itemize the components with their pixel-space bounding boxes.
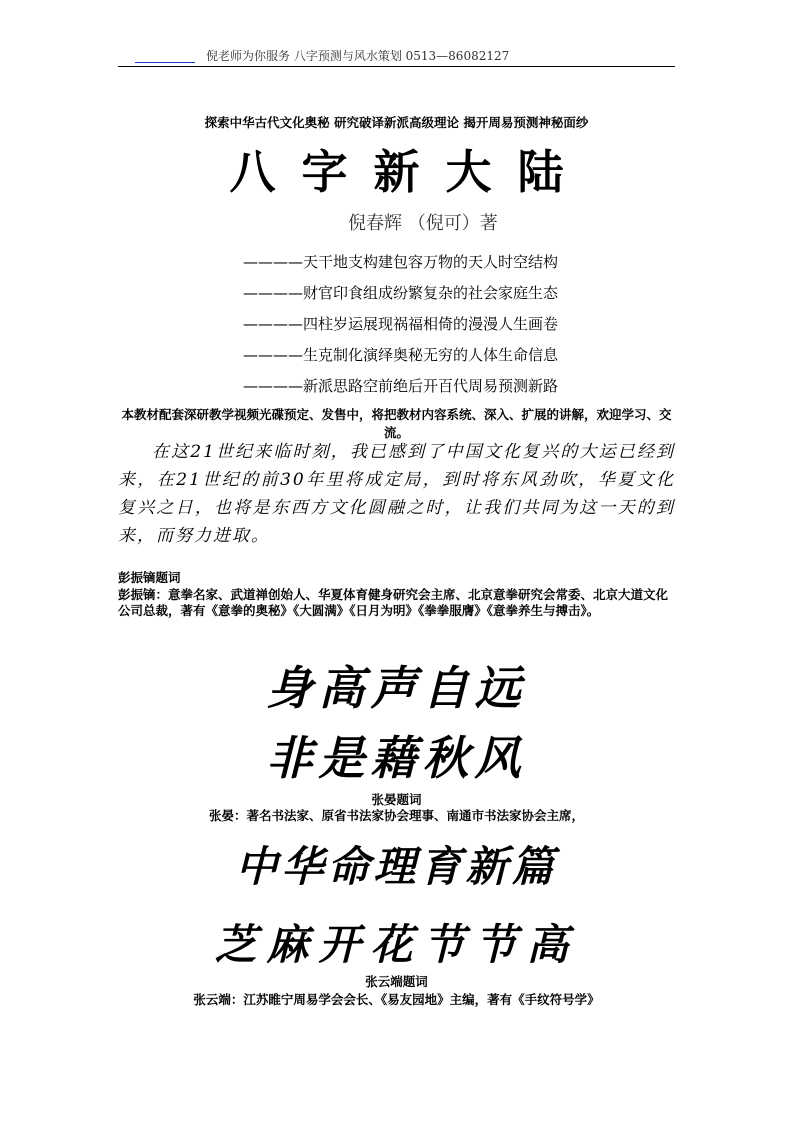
- calligraphy-line: 芝麻开花节节高: [214, 920, 579, 969]
- subtitle-line: ————新派思路空前绝后开百代周易预测新路: [243, 377, 559, 395]
- subtitle-line: ————天干地支构建包容万物的天人时空结构: [243, 253, 559, 271]
- inscription-heading: 张云端题词: [365, 974, 428, 989]
- inscription-bio: 张云端：江苏睢宁周易学会会长、《易友园地》主编，著有《手纹符号学》: [193, 992, 600, 1007]
- inscription-peng: [118, 570, 675, 619]
- subtitle-list: [243, 252, 558, 407]
- header-underline: [135, 62, 195, 63]
- intro-paragraph: 在这21世纪来临时刻，我已感到了中国文化复兴的大运已经到来，在21世纪的前30年里将成定局，到时将东风劲吹，华夏文化复兴之日，也将是东西方文化圆融之时，让我们共同为这一天的到来，而努力进取。: [118, 442, 675, 546]
- inscription-heading: 张晏题词: [371, 792, 422, 807]
- inscription-bio: 彭振镝：意拳名家、武道禅创始人、华夏体育健身研究会主席、北京意拳研究会常委、北京大道文化公司总裁，著有《意拳的奥秘》《大圆满》《日月为明》《拳拳服膺》《意拳养生与搏击》。: [118, 587, 669, 618]
- header-rule: [118, 66, 675, 67]
- page-header: 倪老师为你服务 八字预测与风水策划 0513—86082127: [206, 49, 510, 63]
- book-title: 八字新大陆: [229, 145, 590, 199]
- subtitle-line: ————财官印食组成纷繁复杂的社会家庭生态: [243, 284, 559, 302]
- calligraphy-line: 非是藉秋风: [266, 731, 527, 785]
- author-line: 倪春辉 （倪可）著: [348, 213, 498, 234]
- inscription-heading: 彭振镝题词: [118, 570, 181, 585]
- subtitle-line: ————生克制化演绎奥秘无穷的人体生命信息: [243, 346, 559, 364]
- calligraphy-line: 身高声自远: [266, 661, 527, 715]
- video-notice: 本教材配套深研教学视频光碟预定、发售中，将把教材内容系统、深入、扩展的讲解，欢迎学习、交流。: [121, 407, 672, 440]
- subtitle-line: ————四柱岁运展现祸福相倚的漫漫人生画卷: [243, 315, 559, 333]
- inscription-bio: 张晏：著名书法家、原省书法家协会理事、南通市书法家协会主席，: [208, 808, 584, 823]
- calligraphy-line: 中华命理育新篇: [235, 842, 558, 891]
- tagline: 探索中华古代文化奥秘 研究破译新派高级理论 揭开周易预测神秘面纱: [204, 115, 589, 130]
